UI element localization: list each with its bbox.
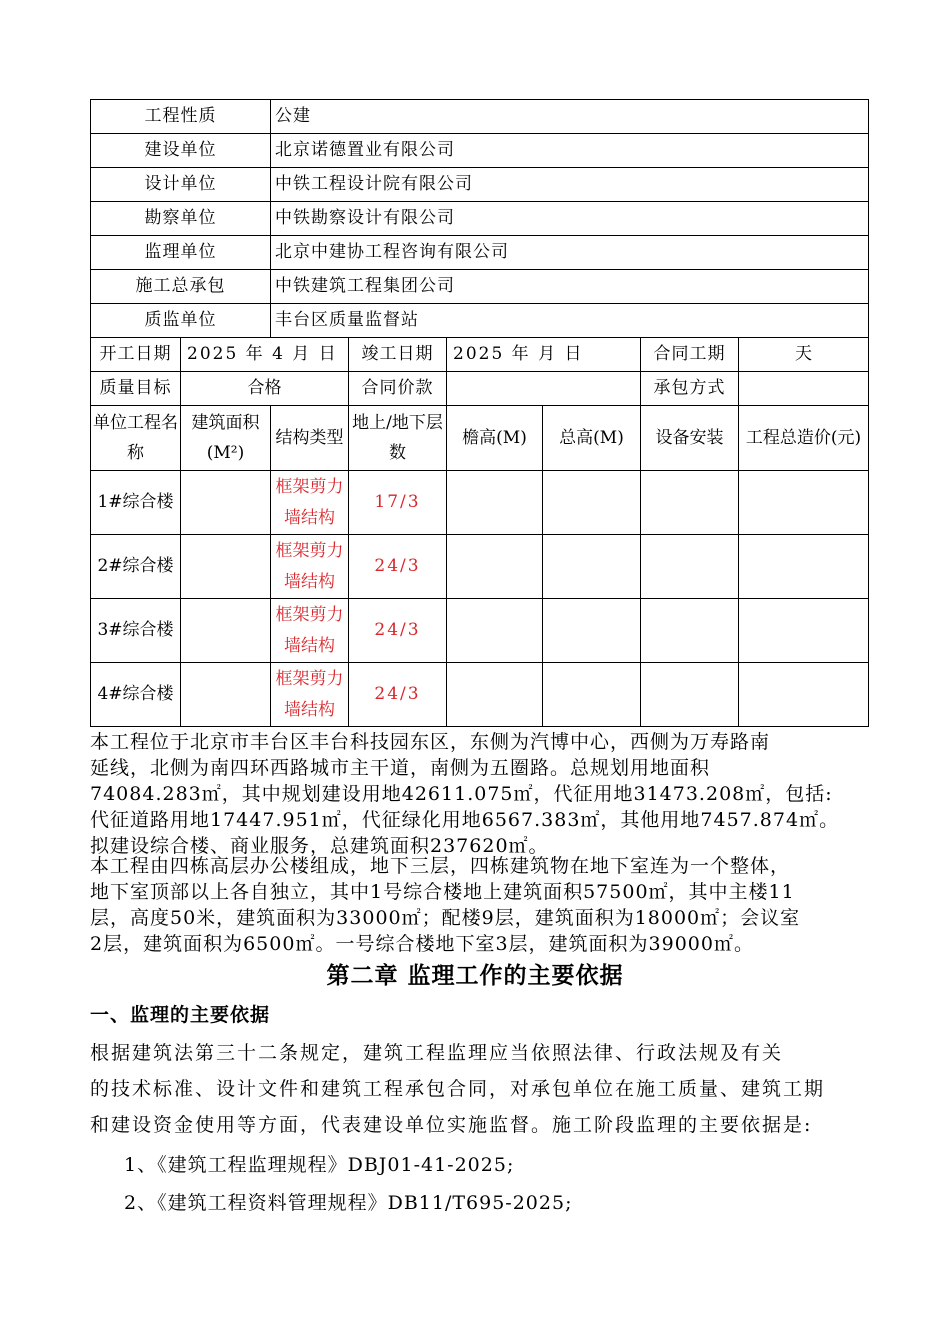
- finish-date-value: 2025 年 月 日: [447, 338, 641, 372]
- building-area: [181, 471, 271, 535]
- finish-date-label: 竣工日期: [349, 338, 447, 372]
- building-cost: [739, 535, 869, 599]
- info-value: 中铁建筑工程集团公司: [271, 270, 869, 304]
- contract-price-label: 合同价款: [349, 372, 447, 406]
- building-structure: 框架剪力墙结构: [271, 471, 349, 535]
- building-floors: 17/3: [349, 471, 447, 535]
- building-cost: [739, 663, 869, 727]
- dates-row: [91, 338, 869, 372]
- header-cost: 工程总造价(元): [739, 406, 869, 471]
- start-date-value: 2025 年 4 月 日: [181, 338, 349, 372]
- quality-row: [91, 372, 869, 406]
- building-equipment: [641, 599, 739, 663]
- info-label: 勘察单位: [91, 202, 271, 236]
- info-value: 公建: [271, 100, 869, 134]
- building-floors: 24/3: [349, 535, 447, 599]
- info-row: [91, 134, 869, 168]
- header-floors: 地上/地下层数: [349, 406, 447, 471]
- header-structure: 结构类型: [271, 406, 349, 471]
- header-eaves: 檐高(M): [447, 406, 543, 471]
- building-row: [91, 599, 869, 663]
- building-floors: 24/3: [349, 599, 447, 663]
- info-row: [91, 202, 869, 236]
- paragraph-line: 本工程由四栋高层办公楼组成，地下三层，四栋建筑物在地下室连为一个整体，: [90, 855, 791, 877]
- contract-price-value: [447, 372, 641, 406]
- building-eaves: [447, 471, 543, 535]
- info-value: 北京中建协工程咨询有限公司: [271, 236, 869, 270]
- building-row: [91, 663, 869, 727]
- building-eaves: [447, 663, 543, 727]
- quality-goal-value: 合格: [181, 372, 349, 406]
- info-label: 工程性质: [91, 100, 271, 134]
- building-area: [181, 535, 271, 599]
- building-area: [181, 599, 271, 663]
- building-name: 1#综合楼: [91, 471, 181, 535]
- contract-period-value: 天: [739, 338, 869, 372]
- building-cost: [739, 599, 869, 663]
- building-equipment: [641, 535, 739, 599]
- paragraph-line: 根据建筑法第三十二条规定，建筑工程监理应当依照法律、行政法规及有关: [90, 1042, 784, 1064]
- building-total-height: [543, 599, 641, 663]
- building-structure: 框架剪力墙结构: [271, 599, 349, 663]
- building-name: 4#综合楼: [91, 663, 181, 727]
- building-row: [91, 535, 869, 599]
- contract-mode-label: 承包方式: [641, 372, 739, 406]
- contract-period-label: 合同工期: [641, 338, 739, 372]
- info-value: 中铁工程设计院有限公司: [271, 168, 869, 202]
- paragraph-line: 2层，建筑面积为6500㎡。一号综合楼地下室3层，建筑面积为39000㎡。: [90, 933, 754, 955]
- building-header-row: [91, 406, 869, 471]
- info-row: [91, 304, 869, 338]
- basis-paragraph: [90, 1035, 880, 1143]
- building-total-height: [543, 663, 641, 727]
- quality-goal-label: 质量目标: [91, 372, 181, 406]
- building-eaves: [447, 599, 543, 663]
- info-value: 丰台区质量监督站: [271, 304, 869, 338]
- paragraph-line: 拟建设综合楼、商业服务，总建筑面积237620㎡。: [90, 835, 549, 857]
- building-eaves: [447, 535, 543, 599]
- paragraph-line: 层，高度50米，建筑面积为33000㎡；配楼9层，建筑面积为18000㎡；会议室: [90, 907, 801, 929]
- building-cost: [739, 471, 869, 535]
- building-structure: 框架剪力墙结构: [271, 663, 349, 727]
- info-label: 质监单位: [91, 304, 271, 338]
- paragraph-line: 的技术标准、设计文件和建筑工程承包合同，对承包单位在施工质量、建筑工期: [90, 1078, 826, 1100]
- building-equipment: [641, 663, 739, 727]
- info-row: [91, 100, 869, 134]
- contract-mode-value: [739, 372, 869, 406]
- section-title: 一、监理的主要依据: [90, 1004, 271, 1026]
- info-value: 中铁勘察设计有限公司: [271, 202, 869, 236]
- project-description-paragraph: [90, 729, 880, 859]
- header-name: 单位工程名称: [91, 406, 181, 471]
- basis-item: 1、《建筑工程监理规程》DBJ01-41-2025;: [124, 1154, 515, 1176]
- project-info-table: [90, 99, 869, 727]
- building-floors: 24/3: [349, 663, 447, 727]
- building-total-height: [543, 471, 641, 535]
- building-composition-paragraph: [90, 853, 880, 957]
- building-area: [181, 663, 271, 727]
- info-label: 监理单位: [91, 236, 271, 270]
- info-label: 建设单位: [91, 134, 271, 168]
- paragraph-line: 74084.283㎡，其中规划建设用地42611.075㎡，代征用地31473.208㎡，包括:: [90, 783, 833, 805]
- paragraph-line: 延线，北侧为南四环西路城市主干道，南侧为五圈路。总规划用地面积: [90, 757, 711, 779]
- paragraph-line: 和建设资金使用等方面，代表建设单位实施监督。施工阶段监理的主要依据是:: [90, 1114, 813, 1136]
- paragraph-line: 本工程位于北京市丰台区丰台科技园东区，东侧为汽博中心，西侧为万寿路南: [90, 731, 771, 753]
- paragraph-line: 代征道路用地17447.951㎡，代征绿化用地6567.383㎡，其他用地7457.874㎡。: [90, 809, 840, 831]
- paragraph-line: 地下室顶部以上各自独立，其中1号综合楼地上建筑面积57500㎡，其中主楼11: [90, 881, 795, 903]
- header-total-height: 总高(M): [543, 406, 641, 471]
- header-equipment: 设备安装: [641, 406, 739, 471]
- header-area: 建筑面积(M²): [181, 406, 271, 471]
- info-value: 北京诺德置业有限公司: [271, 134, 869, 168]
- chapter-title: 第二章 监理工作的主要依据: [326, 963, 624, 989]
- info-row: [91, 236, 869, 270]
- building-total-height: [543, 535, 641, 599]
- building-name: 3#综合楼: [91, 599, 181, 663]
- building-structure: 框架剪力墙结构: [271, 535, 349, 599]
- building-equipment: [641, 471, 739, 535]
- info-row: [91, 270, 869, 304]
- info-label: 施工总承包: [91, 270, 271, 304]
- building-row: [91, 471, 869, 535]
- start-date-label: 开工日期: [91, 338, 181, 372]
- basis-item: 2、《建筑工程资料管理规程》DB11/T695-2025;: [124, 1192, 573, 1214]
- info-row: [91, 168, 869, 202]
- building-name: 2#综合楼: [91, 535, 181, 599]
- info-label: 设计单位: [91, 168, 271, 202]
